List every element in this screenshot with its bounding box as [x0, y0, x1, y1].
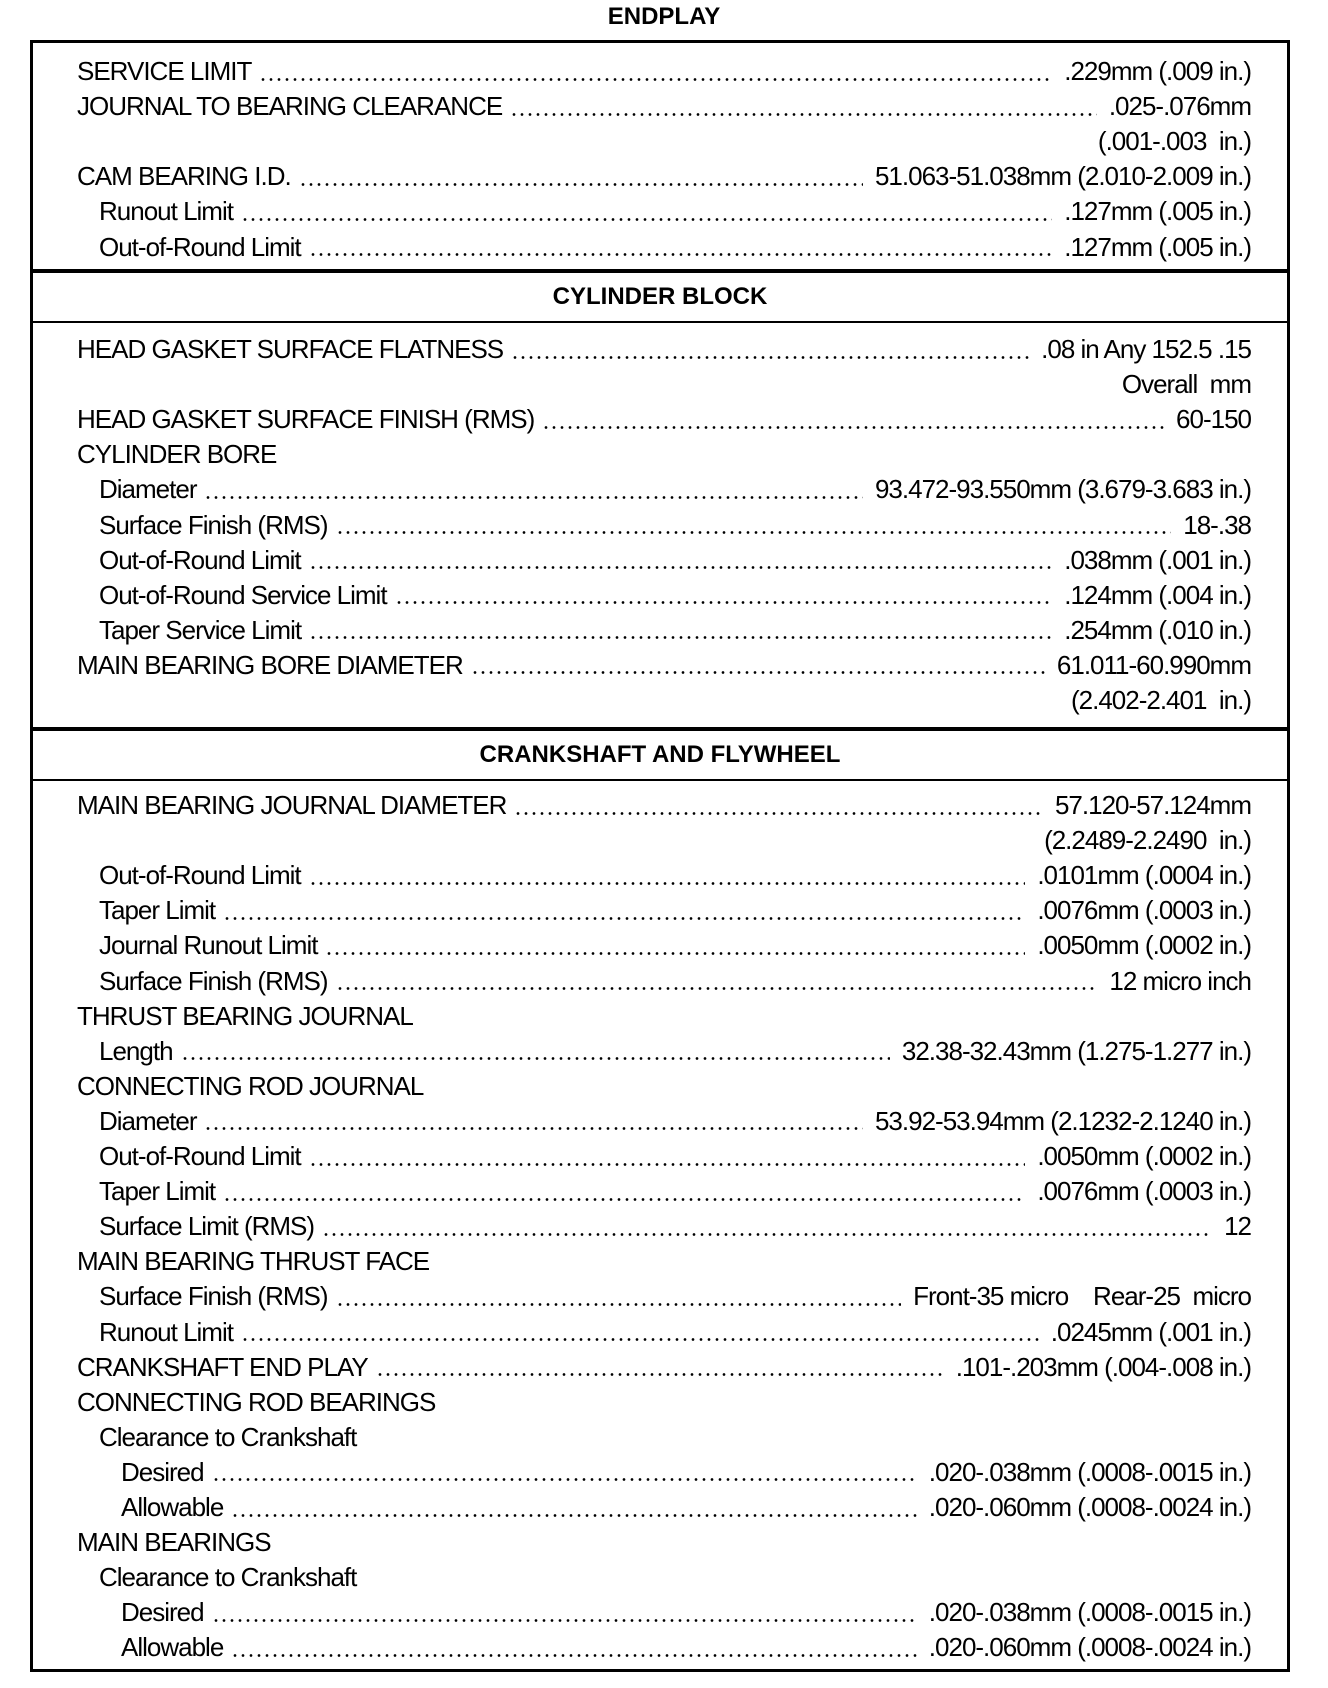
spec-row [77, 1244, 1251, 1279]
spec-label: Desired [121, 1456, 204, 1487]
spec-row [77, 1525, 1251, 1560]
spec-value: .101-.203mm (.004-.008 in.) [955, 1351, 1251, 1382]
spec-label: MAIN BEARING JOURNAL DIAMETER [77, 790, 507, 820]
spec-value: .038mm (.001 in.) [1064, 544, 1251, 575]
spec-value: (2.402-2.401 in.) [1070, 685, 1251, 715]
spec-value: .0245mm (.001 in.) [1050, 1316, 1251, 1347]
spec-label: Journal Runout Limit [99, 930, 318, 961]
spec-value: .025-.076mm [1108, 91, 1251, 122]
spec-value: .0050mm (.0002 in.) [1037, 930, 1251, 961]
spec-value: 32.38-32.43mm (1.275-1.277 in.) [901, 1035, 1251, 1066]
spec-value: 60-150 [1176, 404, 1251, 435]
dot-leader [231, 1638, 917, 1658]
dot-leader [223, 1182, 1025, 1202]
spec-value: 93.472-93.550mm (3.679-3.683 in.) [874, 474, 1251, 505]
spec-row [77, 1350, 1251, 1385]
dot-leader [259, 62, 1052, 82]
spec-label: HEAD GASKET SURFACE FINISH (RMS) [77, 404, 535, 435]
spec-label: Diameter [99, 474, 197, 505]
dot-leader [511, 340, 1029, 360]
dot-leader [212, 1462, 917, 1482]
dot-leader [309, 866, 1026, 886]
dot-leader [309, 550, 1053, 570]
spec-label: Surface Finish (RMS) [99, 965, 328, 996]
dot-leader [514, 796, 1043, 816]
spec-label: Allowable [121, 1492, 224, 1522]
spec-label: Runout Limit [99, 1316, 233, 1347]
spec-label: Out-of-Round Limit [99, 860, 301, 891]
spec-value: Overall mm [1121, 369, 1251, 400]
spec-label: Surface Finish (RMS) [99, 1281, 328, 1312]
spec-label: Surface Finish (RMS) [99, 509, 328, 540]
dot-leader [325, 936, 1025, 956]
spec-row [77, 683, 1251, 718]
spec-row [77, 928, 1251, 963]
spec-label: Out-of-Round Service Limit [99, 579, 387, 610]
dot-leader [309, 620, 1052, 640]
spec-row [77, 788, 1251, 823]
spec-row [77, 1595, 1251, 1630]
spec-row [77, 89, 1251, 124]
spec-row [77, 54, 1251, 89]
spec-value: .0101mm (.0004 in.) [1037, 860, 1251, 891]
spec-value: 12 [1224, 1211, 1251, 1242]
spec-row [77, 1139, 1251, 1174]
spec-row [77, 1315, 1251, 1350]
spec-value: .254mm (.010 in.) [1064, 614, 1251, 645]
spec-label: Desired [121, 1597, 204, 1628]
spec-label: Out-of-Round Limit [99, 544, 301, 575]
spec-row [77, 823, 1251, 858]
dot-leader [241, 202, 1052, 222]
spec-label: HEAD GASKET SURFACE FLATNESS [77, 334, 504, 364]
dot-leader [204, 1111, 862, 1131]
dot-leader [223, 901, 1025, 921]
spec-row [77, 1104, 1251, 1139]
dot-leader [309, 1147, 1026, 1167]
spec-value: (.001-.003 in.) [1097, 126, 1251, 157]
dot-leader [204, 480, 862, 500]
spec-label: Clearance to Crankshaft [99, 1562, 357, 1593]
spec-label: CONNECTING ROD JOURNAL [77, 1070, 424, 1101]
spec-value: .127mm (.005 in.) [1064, 196, 1251, 227]
spec-table [30, 40, 1290, 1672]
spec-row [77, 1490, 1251, 1525]
spec-label: Taper Limit [99, 895, 216, 926]
spec-row [77, 194, 1251, 229]
spec-row [77, 1560, 1251, 1595]
spec-label: Runout Limit [99, 196, 233, 227]
spec-label: Allowable [121, 1632, 224, 1663]
spec-value: .020-.038mm (.0008-.0015 in.) [928, 1597, 1251, 1628]
spec-row [77, 999, 1251, 1034]
spec-label: MAIN BEARINGS [77, 1527, 271, 1558]
spec-row [77, 402, 1251, 437]
dot-leader [336, 515, 1172, 535]
dot-leader [231, 1498, 917, 1518]
spec-label: Taper Service Limit [99, 614, 302, 645]
spec-row [77, 1630, 1251, 1665]
spec-row [77, 1455, 1251, 1490]
dot-leader [299, 167, 863, 187]
spec-label: MAIN BEARING BORE DIAMETER [77, 649, 463, 680]
spec-value: .0050mm (.0002 in.) [1037, 1141, 1251, 1171]
spec-value: (2.2489-2.2490 in.) [1044, 825, 1251, 856]
spec-label: CAM BEARING I.D. [77, 161, 291, 192]
spec-value: .229mm (.009 in.) [1064, 56, 1251, 86]
spec-row [77, 1069, 1251, 1104]
dot-leader [336, 971, 1098, 991]
spec-row [77, 332, 1251, 367]
spec-label: Taper Limit [99, 1176, 216, 1207]
spec-value: .0076mm (.0003 in.) [1037, 1176, 1251, 1207]
spec-row [77, 437, 1251, 472]
spec-row [77, 578, 1251, 613]
spec-row [77, 648, 1251, 683]
spec-label: SERVICE LIMIT [77, 56, 252, 86]
spec-label: Out-of-Round Limit [99, 231, 301, 262]
spec-value: 18-.38 [1183, 509, 1251, 540]
spec-row [77, 1279, 1251, 1314]
spec-row [77, 367, 1251, 402]
spec-value: Front-35 micro Rear-25 micro [913, 1281, 1251, 1312]
spec-value: .020-.060mm (.0008-.0024 in.) [928, 1632, 1251, 1663]
spec-value: .020-.038mm (.0008-.0015 in.) [928, 1456, 1251, 1487]
spec-label: JOURNAL TO BEARING CLEARANCE [77, 91, 503, 122]
spec-value: .020-.060mm (.0008-.0024 in.) [928, 1492, 1251, 1522]
spec-label: CONNECTING ROD BEARINGS [77, 1386, 436, 1417]
dot-leader [395, 585, 1053, 605]
spec-label: CYLINDER BORE [77, 439, 277, 470]
spec-label: Surface Limit (RMS) [99, 1211, 315, 1242]
spec-row [77, 964, 1251, 999]
spec-row [77, 508, 1251, 543]
spec-row [77, 1034, 1251, 1069]
spec-label: THRUST BEARING JOURNAL [77, 1000, 413, 1031]
page-title: ENDPLAY [607, 3, 721, 30]
spec-row [77, 613, 1251, 648]
spec-row [77, 543, 1251, 578]
spec-value: 51.063-51.038mm (2.010-2.009 in.) [874, 161, 1251, 192]
spec-row [77, 230, 1251, 265]
spec-row [77, 472, 1251, 507]
spec-label: Clearance to Crankshaft [99, 1421, 357, 1452]
spec-row [77, 1385, 1251, 1420]
dot-leader [322, 1217, 1212, 1237]
spec-row [77, 893, 1251, 928]
spec-value: .124mm (.004 in.) [1064, 579, 1251, 610]
spec-value: 61.011-60.990mm [1056, 649, 1251, 680]
spec-value: 53.92-53.94mm (2.1232-2.1240 in.) [874, 1105, 1251, 1136]
dot-leader [471, 655, 1045, 675]
spec-value: 57.120-57.124mm [1054, 790, 1251, 820]
spec-row [77, 159, 1251, 194]
spec-label: CRANKSHAFT END PLAY [77, 1351, 368, 1382]
spec-value: 12 micro inch [1109, 965, 1251, 996]
dot-leader [336, 1287, 902, 1307]
dot-leader [510, 97, 1097, 117]
spec-row [77, 1420, 1251, 1455]
spec-label: MAIN BEARING THRUST FACE [77, 1246, 430, 1277]
spec-row [77, 1174, 1251, 1209]
spec-label: Length [99, 1035, 173, 1066]
section-heading: CRANKSHAFT AND FLYWHEEL [33, 727, 1287, 781]
spec-value: .127mm (.005 in.) [1064, 231, 1251, 262]
section-heading: CYLINDER BLOCK [33, 269, 1287, 323]
spec-row [77, 858, 1251, 893]
spec-label: Out-of-Round Limit [99, 1141, 301, 1171]
spec-value: .0076mm (.0003 in.) [1037, 895, 1251, 926]
dot-leader [241, 1322, 1039, 1342]
spec-row [77, 124, 1251, 159]
dot-leader [181, 1041, 890, 1061]
dot-leader [542, 410, 1164, 430]
dot-leader [309, 237, 1053, 257]
spec-label: Diameter [99, 1105, 197, 1136]
dot-leader [212, 1603, 917, 1623]
spec-row [77, 1209, 1251, 1244]
dot-leader [376, 1357, 944, 1377]
spec-value: .08 in Any 152.5 .15 [1041, 334, 1251, 364]
